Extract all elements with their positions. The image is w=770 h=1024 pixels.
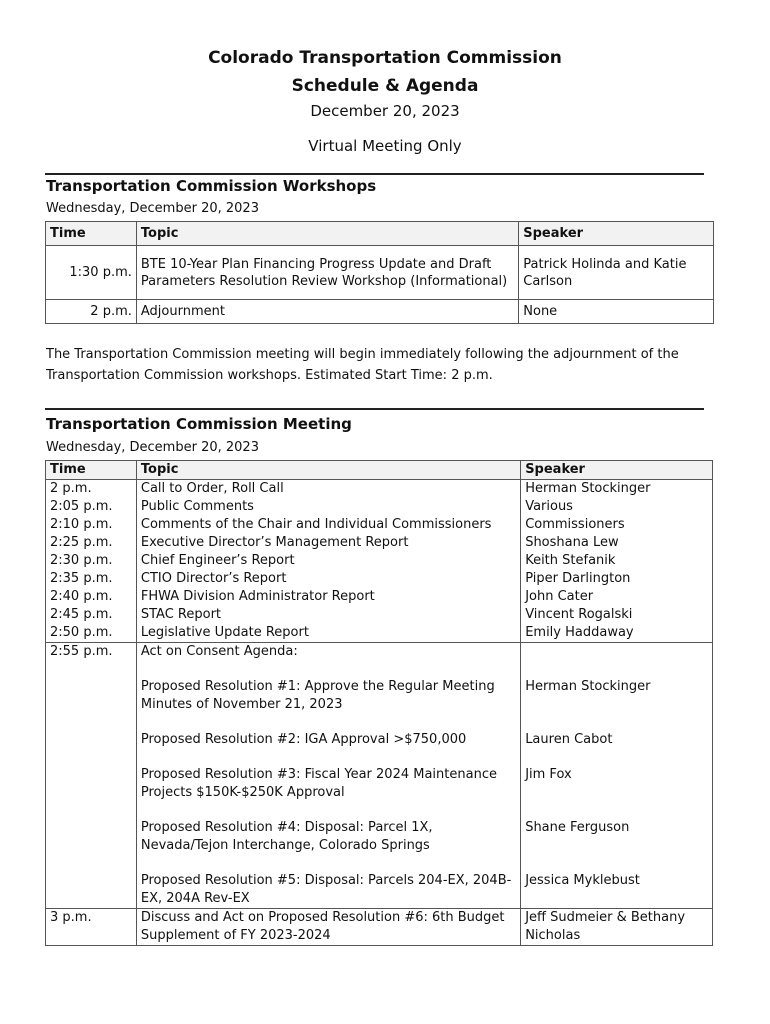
row-time: 2 p.m. [46, 480, 137, 499]
meeting-date: Wednesday, December 20, 2023 [46, 440, 259, 455]
table-row [46, 624, 713, 643]
row-topic: Call to Order, Roll Call [136, 480, 520, 499]
row-speaker: None [519, 300, 714, 324]
row-speaker: Patrick Holinda and Katie Carlson [519, 246, 714, 300]
row-time: 2:25 p.m. [46, 534, 137, 552]
row-topic: Comments of the Chair and Individual Commissioners [136, 516, 520, 534]
consent-agenda-heading: Act on Consent Agenda: [140, 644, 298, 659]
document-date: December 20, 2023 [310, 102, 460, 120]
column-header-speaker: Speaker [521, 461, 713, 480]
column-header-time: Time [46, 461, 137, 480]
row-speaker: Various [521, 498, 713, 516]
table-row [46, 516, 713, 534]
table-row [46, 498, 713, 516]
row-topic: Adjournment [136, 300, 518, 324]
row-time: 2:05 p.m. [46, 498, 137, 516]
row-time: 2:55 p.m. [46, 643, 137, 909]
row-speaker: John Cater [521, 588, 713, 606]
table-row [46, 552, 713, 570]
consent-agenda-speakers [521, 643, 713, 909]
consent-item-topic: Proposed Resolution #5: Disposal: Parcels 204-EX, 204B-EX, 204A Rev-EX [140, 873, 512, 906]
row-speaker: Shoshana Lew [521, 534, 713, 552]
table-row [46, 588, 713, 606]
row-speaker: Jeff Sudmeier & Bethany Nicholas [521, 909, 713, 946]
row-topic: Discuss and Act on Proposed Resolution #6: 6th Budget Supplement of FY 2023-2024 [136, 909, 520, 946]
table-header-row [46, 222, 714, 246]
row-time: 3 p.m. [46, 909, 137, 946]
table-row [46, 534, 713, 552]
row-speaker: Commissioners [521, 516, 713, 534]
row-speaker: Herman Stockinger [521, 480, 713, 499]
row-topic: Executive Director’s Management Report [136, 534, 520, 552]
row-speaker: Keith Stefanik [521, 552, 713, 570]
meeting-mode: Virtual Meeting Only [308, 137, 462, 155]
section-divider [45, 408, 704, 410]
table-row [46, 909, 713, 946]
row-topic: Public Comments [136, 498, 520, 516]
consent-item-topic: Proposed Resolution #1: Approve the Regular Meeting Minutes of November 21, 2023 [140, 679, 495, 712]
consent-item-speaker: Shane Ferguson [525, 820, 630, 835]
row-topic: Chief Engineer’s Report [136, 552, 520, 570]
row-topic: CTIO Director’s Report [136, 570, 520, 588]
section-divider [45, 173, 704, 175]
row-time: 2 p.m. [46, 300, 137, 324]
workshops-title: Transportation Commission Workshops [46, 177, 377, 195]
row-time: 2:35 p.m. [46, 570, 137, 588]
table-row [46, 300, 714, 324]
consent-item-topic: Proposed Resolution #4: Disposal: Parcel 1X, Nevada/Tejon Interchange, Colorado Springs [140, 820, 433, 853]
row-speaker: Vincent Rogalski [521, 606, 713, 624]
table-header-row [46, 461, 713, 480]
row-topic: BTE 10-Year Plan Financing Progress Update and Draft Parameters Resolution Review Workshop (Informational) [136, 246, 518, 300]
consent-item-speaker: Herman Stockinger [525, 679, 651, 694]
row-time: 2:30 p.m. [46, 552, 137, 570]
row-topic: Legislative Update Report [136, 624, 520, 643]
table-row [46, 606, 713, 624]
column-header-time: Time [46, 222, 137, 246]
consent-item-speaker: Lauren Cabot [525, 732, 613, 747]
column-header-topic: Topic [136, 461, 520, 480]
consent-item-topic: Proposed Resolution #3: Fiscal Year 2024 Maintenance Projects $150K-$250K Approval [140, 767, 497, 800]
row-speaker: Piper Darlington [521, 570, 713, 588]
table-row [46, 480, 713, 499]
row-time: 2:10 p.m. [46, 516, 137, 534]
row-time: 2:50 p.m. [46, 624, 137, 643]
column-header-topic: Topic [136, 222, 518, 246]
consent-item-speaker: Jim Fox [525, 767, 572, 782]
row-time: 2:45 p.m. [46, 606, 137, 624]
consent-agenda-topics [136, 643, 520, 909]
row-time: 2:40 p.m. [46, 588, 137, 606]
meeting-title: Transportation Commission Meeting [46, 415, 352, 433]
consent-item-topic: Proposed Resolution #2: IGA Approval >$750,000 [140, 732, 467, 747]
table-row [46, 570, 713, 588]
row-topic: FHWA Division Administrator Report [136, 588, 520, 606]
meeting-start-note: The Transportation Commission meeting will begin immediately following the adjournment of the Transportation Commission workshops. Estimated Start Time: 2 p.m. [46, 347, 679, 383]
consent-agenda-row [46, 643, 713, 909]
workshops-table [45, 221, 714, 324]
document-subtitle: Schedule & Agenda [291, 76, 479, 96]
consent-item-speaker: Jessica Myklebust [525, 873, 640, 888]
workshops-date: Wednesday, December 20, 2023 [46, 201, 259, 216]
row-topic: STAC Report [136, 606, 520, 624]
column-header-speaker: Speaker [519, 222, 714, 246]
document-title: Colorado Transportation Commission [208, 48, 562, 68]
row-speaker: Emily Haddaway [521, 624, 713, 643]
table-row [46, 246, 714, 300]
meeting-table [45, 460, 713, 946]
row-time: 1:30 p.m. [46, 246, 137, 300]
